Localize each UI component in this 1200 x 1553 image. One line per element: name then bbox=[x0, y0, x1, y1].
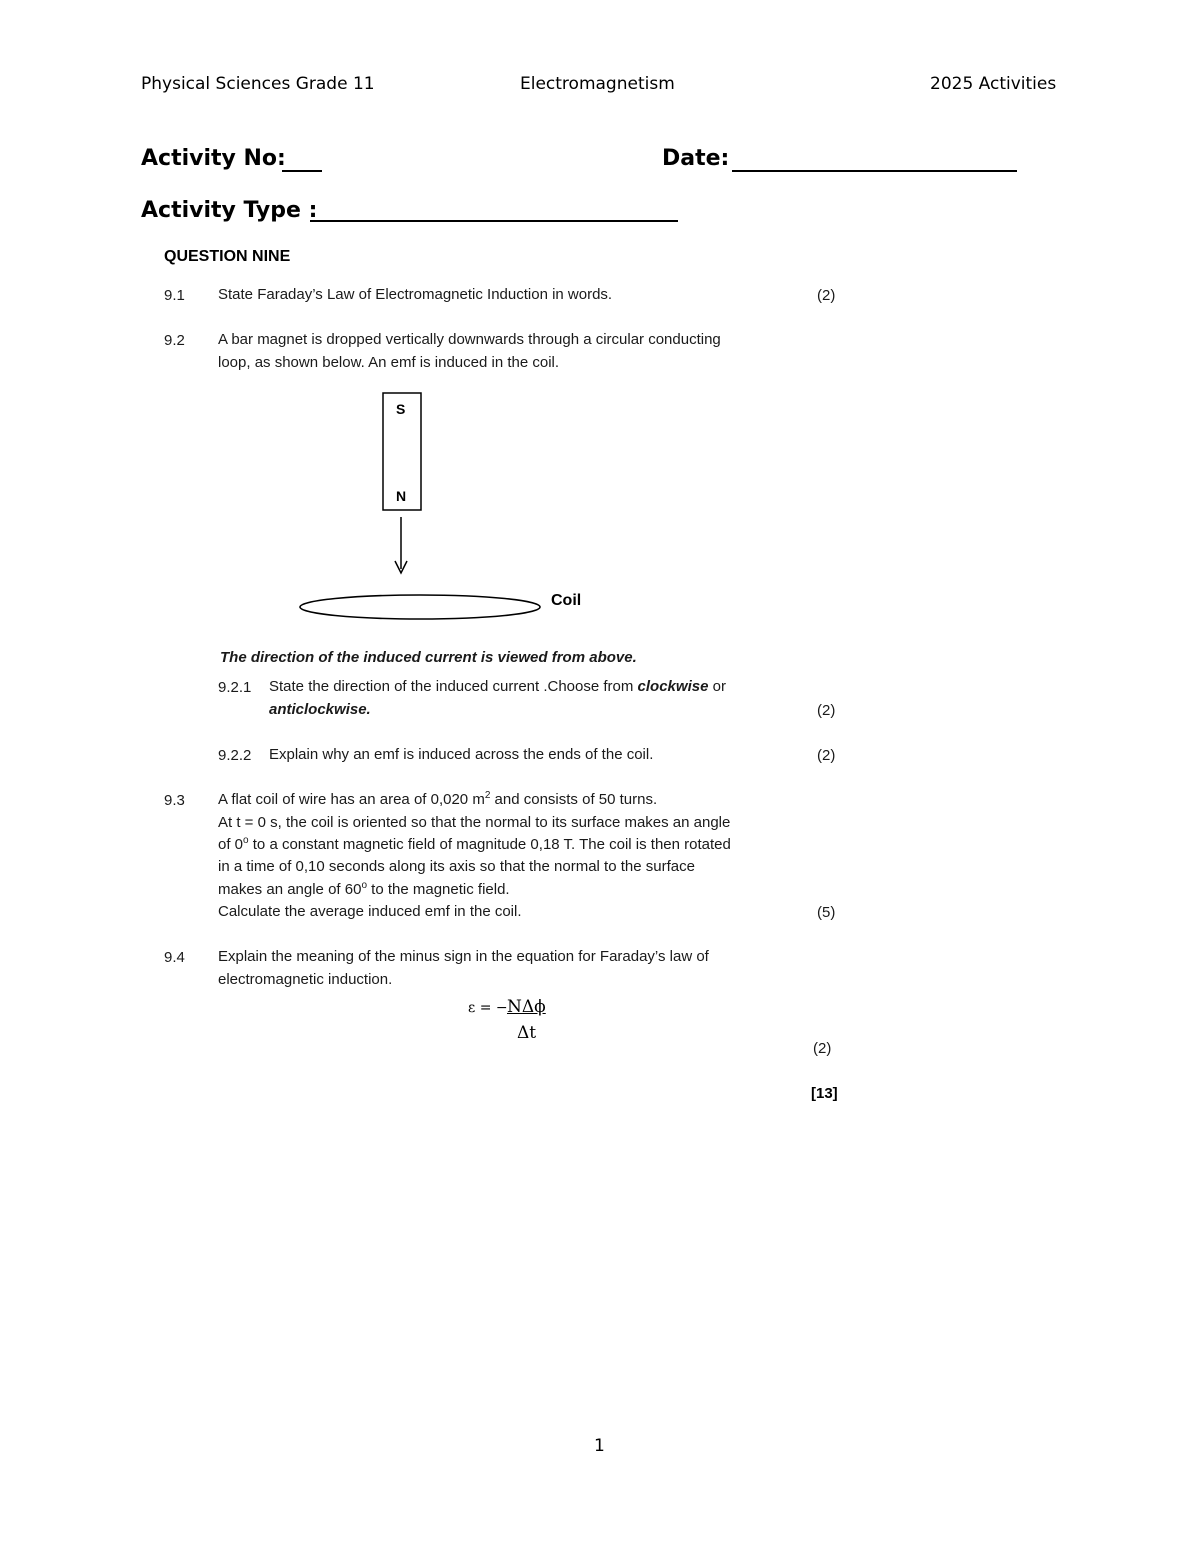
q9-3-number: 9.3 bbox=[164, 792, 185, 809]
or-text: or bbox=[708, 678, 726, 695]
equation-denominator: Δt bbox=[517, 1023, 537, 1043]
q9-4-number: 9.4 bbox=[164, 949, 185, 966]
q9-1-marks: (2) bbox=[817, 287, 836, 304]
q9-2-1-line1 bbox=[269, 676, 726, 699]
activity-no-line bbox=[282, 170, 322, 172]
pole-s-label: S bbox=[396, 401, 406, 417]
coil-loop bbox=[300, 595, 540, 619]
degree-superscript: o bbox=[361, 880, 367, 891]
q9-2-2-marks: (2) bbox=[817, 747, 836, 764]
squared-superscript: 2 bbox=[484, 790, 491, 801]
q9-1-text: State Faraday’s Law of Electromagnetic Induction in words. bbox=[218, 286, 613, 303]
q9-4-line2: electromagnetic induction. bbox=[218, 971, 393, 988]
clockwise-option: clockwise bbox=[637, 678, 709, 695]
activity-no-label: Activity No: bbox=[141, 146, 286, 171]
q9-1-number: 9.1 bbox=[164, 287, 185, 304]
q9-2-line1: A bar magnet is dropped vertically downwards through a circular conducting bbox=[218, 331, 721, 348]
degree-superscript: o bbox=[243, 835, 249, 846]
q9-3-line5 bbox=[218, 879, 510, 902]
header-center: Electromagnetism bbox=[520, 74, 675, 94]
q9-2-1-marks: (2) bbox=[817, 702, 836, 719]
q9-2-line2: loop, as shown below. An emf is induced in the coil. bbox=[218, 354, 560, 371]
q9-3-line1-rest: and consists of 50 turns. bbox=[490, 791, 658, 808]
q9-3-line4: in a time of 0,10 seconds along its axis so that the normal to the surface bbox=[218, 858, 695, 875]
q9-2-number: 9.2 bbox=[164, 332, 185, 349]
q9-3-line3-rest: to a constant magnetic field of magnitude 0,18 T. The coil is then rotated bbox=[248, 836, 731, 853]
q9-2-2-text: Explain why an emf is induced across the ends of the coil. bbox=[269, 746, 654, 763]
q9-4-marks: (2) bbox=[813, 1040, 832, 1057]
q9-2-2-number: 9.2.2 bbox=[218, 747, 252, 764]
q9-2-1-number: 9.2.1 bbox=[218, 679, 252, 696]
coil-label: Coil bbox=[551, 592, 582, 609]
q9-3-marks: (5) bbox=[817, 904, 836, 921]
q9-2-1-text: State the direction of the induced current .Choose from bbox=[269, 678, 638, 695]
q9-3-line3-text: of 0 bbox=[218, 836, 244, 853]
q9-4-line1: Explain the meaning of the minus sign in the equation for Faraday’s law of bbox=[218, 948, 709, 965]
q9-3-line1-text: A flat coil of wire has an area of 0,020 m bbox=[218, 791, 485, 808]
q9-3-line1 bbox=[218, 789, 657, 812]
equation-lhs: ε = − bbox=[468, 1000, 508, 1016]
q9-3-line3 bbox=[218, 834, 731, 857]
header-right: 2025 Activities bbox=[930, 74, 1057, 94]
q9-3-line5-text: makes an angle of 60 bbox=[218, 881, 362, 898]
equation-numerator: NΔϕ bbox=[507, 997, 546, 1017]
q9-3-line5-rest: to the magnetic field. bbox=[367, 881, 510, 898]
page-number: 1 bbox=[594, 1436, 605, 1456]
direction-note: The direction of the induced current is viewed from above. bbox=[220, 649, 637, 666]
q9-3-line6: Calculate the average induced emf in the coil. bbox=[218, 903, 522, 920]
q9-3-line2: At t = 0 s, the coil is oriented so that the normal to its surface makes an angle bbox=[218, 814, 731, 831]
total-marks: [13] bbox=[811, 1085, 838, 1102]
anticlockwise-option: anticlockwise. bbox=[269, 701, 371, 718]
date-label: Date: bbox=[662, 146, 730, 171]
activity-type-line bbox=[310, 220, 678, 222]
question-title: QUESTION NINE bbox=[164, 248, 291, 265]
header-left: Physical Sciences Grade 11 bbox=[141, 74, 375, 94]
pole-n-label: N bbox=[396, 488, 407, 504]
date-line bbox=[732, 170, 1017, 172]
activity-type-label: Activity Type : bbox=[141, 198, 318, 223]
